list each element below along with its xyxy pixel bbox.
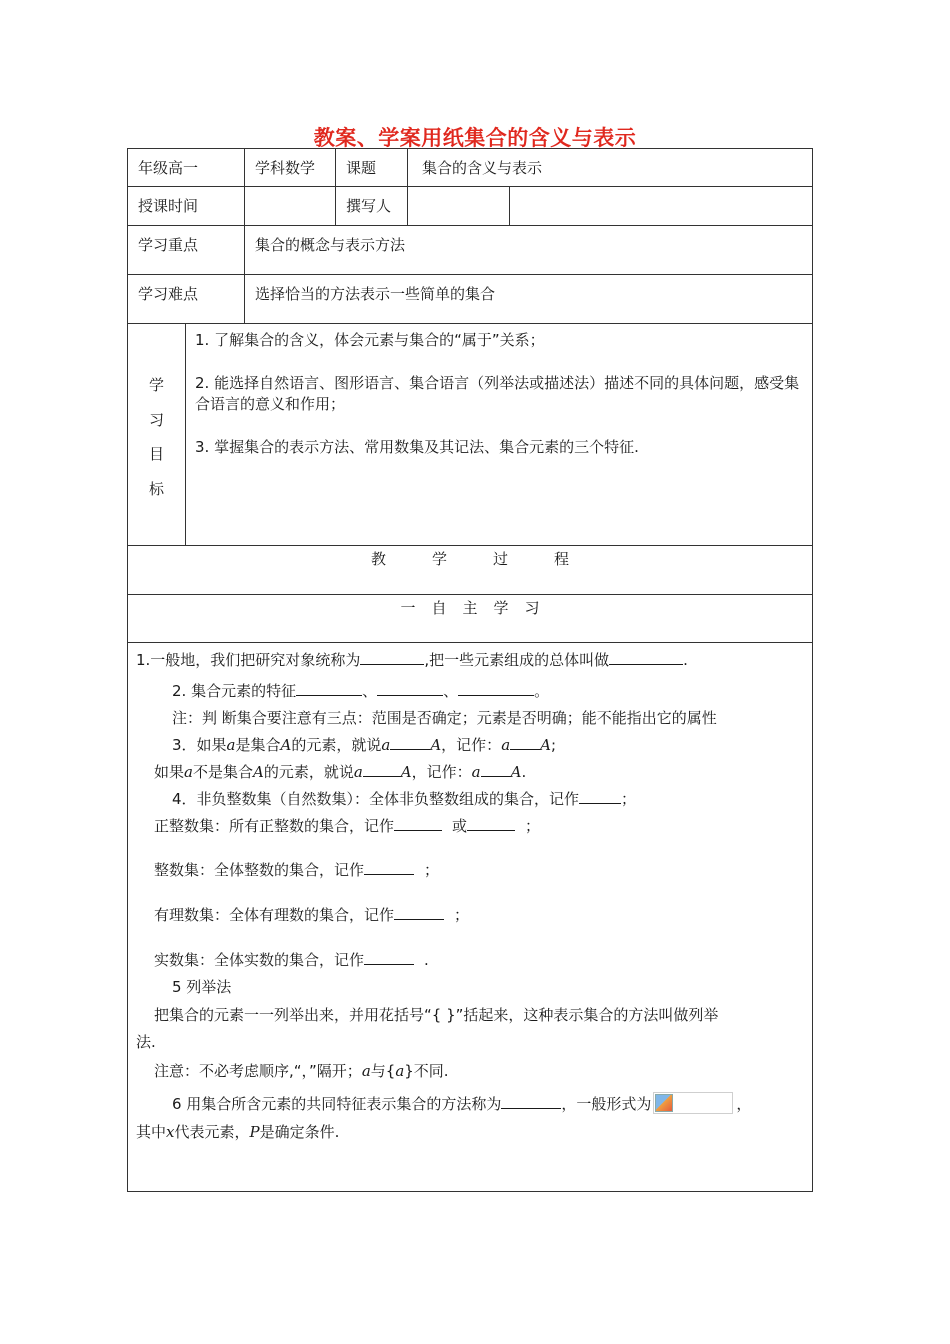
author-value-cell [408,187,510,226]
line-integer: 整数集：全体整数的集合，记作 ； [154,861,440,879]
topic-value-cell: 集合的含义与表示 [408,149,813,187]
section-5-body: 把集合的元素一一列举出来，并用花括号“{ }”括起来，这种表示集合的方法叫做列举 [154,1006,719,1024]
blank-cell [510,187,813,226]
formula-image [653,1092,733,1114]
blank-field[interactable] [467,816,515,831]
teaching-process-heading: 教 学 过 程 [128,546,813,595]
blank-field[interactable] [501,1094,561,1109]
grade-cell: 年级高一 [128,149,245,187]
key-point-value: 集合的概念与表示方法 [245,226,813,275]
topic-label-cell: 课题 [336,149,408,187]
line-6: 6 用集合所含元素的共同特征表示集合的方法称为 ，一般形式为 ， [172,1092,751,1114]
line-6b: 其中x代表元素，P是确定条件. [136,1123,340,1141]
blank-field[interactable] [363,762,401,777]
blank-field[interactable] [481,762,511,777]
objectives-side-label: 学 习 目 标 [128,324,186,546]
subject-cell: 学科数学 [245,149,336,187]
self-study-heading: 一 自 主 学 习 [128,595,813,643]
blank-field[interactable] [296,681,362,696]
note-2: 注意：不必考虑顺序,“，”隔开；a与{a}不同. [154,1062,449,1080]
content-body [128,643,813,1192]
objective-item: 3. 掌握集合的表示方法、常用数集及其记法、集合元素的三个特征. [195,438,639,456]
blank-field[interactable] [360,650,424,665]
note-1: 注：判 断集合要注意有三点：范围是否确定；元素是否明确；能不能指出它的属性 [172,709,717,727]
lesson-plan-table [127,148,813,1192]
document-title: 教案、学案用纸集合的含义与表示 [313,126,637,150]
blank-field[interactable] [510,735,540,750]
line-4: 4．非负整数集（自然数集）：全体非负整数组成的集合，记作 ； [172,790,637,808]
blank-field[interactable] [390,735,430,750]
line-2: 2. 集合元素的特征 、 、 。 [172,682,550,700]
objective-item: 1. 了解集合的含义，体会元素与集合的“属于”关系； [195,331,545,349]
line-real: 实数集：全体实数的集合，记作 . [154,951,429,969]
blank-field[interactable] [394,816,442,831]
time-label-cell: 授课时间 [128,187,245,226]
broken-image-icon [655,1094,673,1112]
section-5-title: 5 列举法 [172,978,232,996]
blank-field[interactable] [364,950,414,965]
blank-field[interactable] [377,681,443,696]
blank-field[interactable] [458,681,534,696]
blank-field[interactable] [579,789,621,804]
author-label-cell: 撰写人 [336,187,408,226]
key-point-label: 学习重点 [128,226,245,275]
difficulty-value: 选择恰当的方法表示一些简单的集合 [245,275,813,324]
difficulty-label: 学习难点 [128,275,245,324]
blank-field[interactable] [609,650,683,665]
section-5-body-cont: 法. [136,1033,156,1051]
line-3b: 如果a不是集合A的元素，就说a A，记作：a A. [154,763,527,781]
objectives-list [186,324,813,546]
line-1: 1.一般地，我们把研究对象统称为 ,把一些元素组成的总体叫做 . [136,651,688,669]
blank-field[interactable] [394,905,444,920]
blank-field[interactable] [364,860,414,875]
objective-item: 2. 能选择自然语言、图形语言、集合语言（列举法或描述法）描述不同的具体问题，感受集合语言的意义和作用； [195,374,800,413]
line-positive: 正整数集：所有正整数的集合，记作 或 ； [154,817,541,835]
line-rational: 有理数集：全体有理数的集合，记作 ； [154,906,470,924]
time-value-cell [245,187,336,226]
line-3: 3．如果a是集合A的元素，就说a A，记作：a A; [172,736,557,754]
